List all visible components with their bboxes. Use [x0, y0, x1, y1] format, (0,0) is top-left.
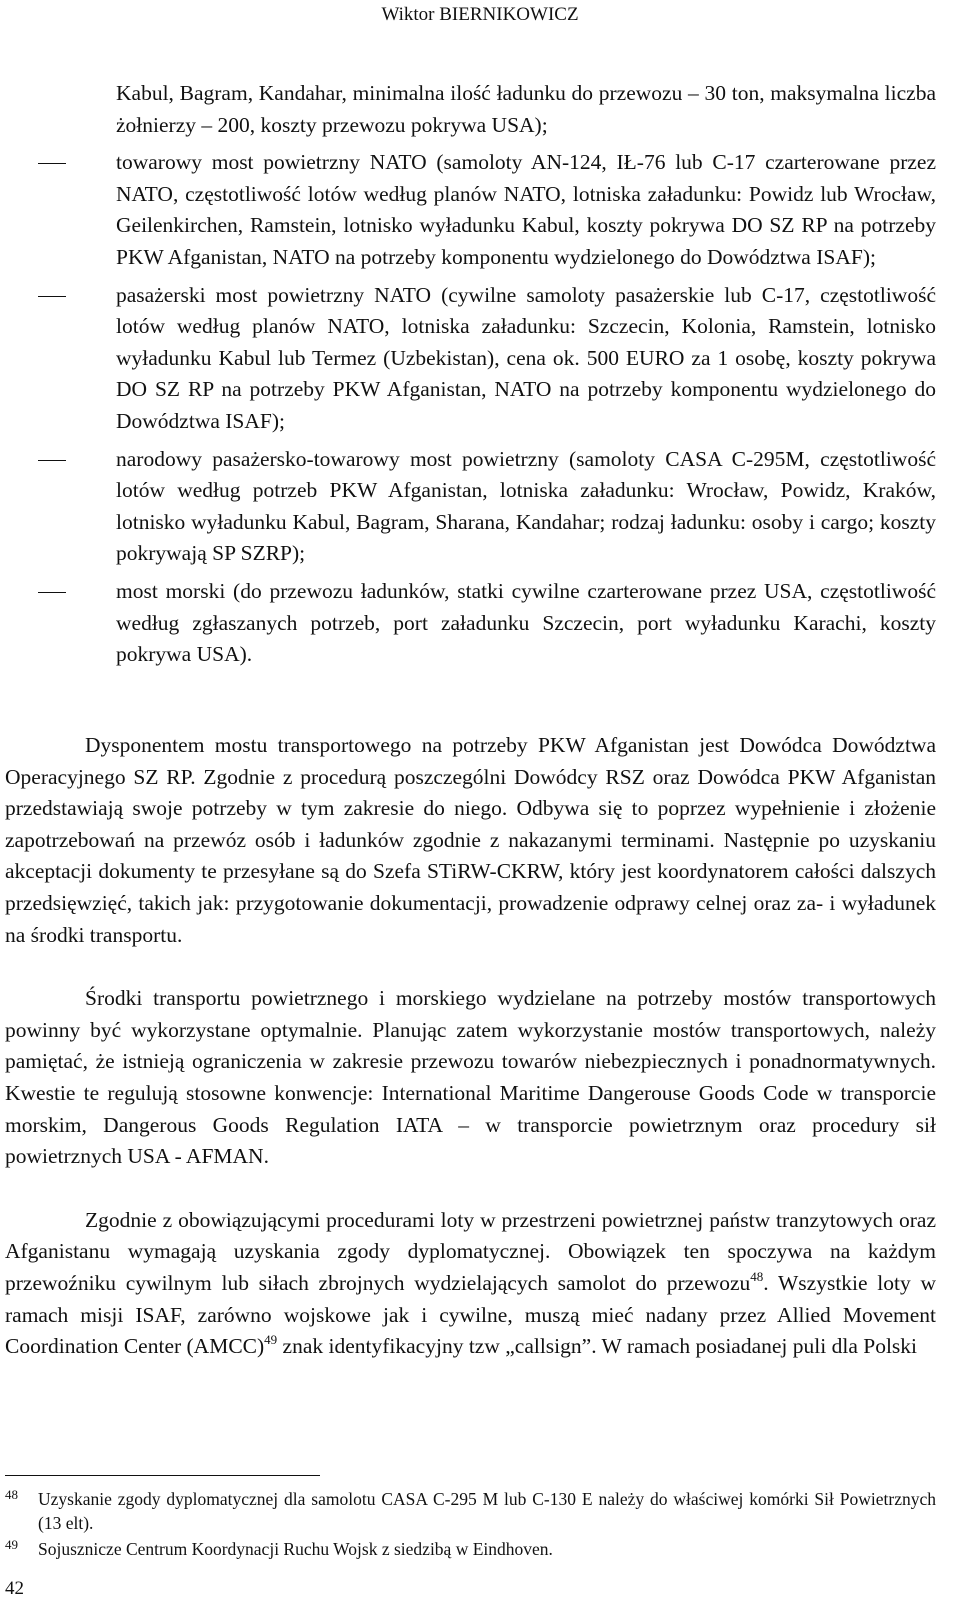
dash-bullet-icon: [38, 460, 66, 461]
list-item: [0, 147, 960, 273]
paragraph-diplomatic-clearance: [5, 1205, 936, 1363]
footnote-number: 48: [5, 1487, 18, 1502]
list-item: [0, 576, 960, 671]
footnote-divider: [5, 1475, 320, 1476]
footnotes: [0, 1487, 960, 1563]
body-text: [0, 730, 960, 1395]
footnote-ref[interactable]: 49: [264, 1332, 278, 1348]
paragraph-transport-dispatcher: Dysponentem mostu transportowego na potrzeby PKW Afganistan jest Dowódca Dowództwa Operacyjnego SZ RP. Zgodnie z procedurą poszczególni Dowódcy RSZ oraz Dowódca PKW Afganistan przedstawiają swoje potrzeby w tym zakresie do niego. Odbywa się to poprzez wypełnienie i złożenie zapotrzebowań na przewóz osób i ładunków zgodnie z nakazanymi terminami. Następnie po uzyskaniu akceptacji dokumenty te przesyłane są do Szefa STiRW-CKRW, który jest koordynatorem całości dalszych przedsięwzięć, takich jak: przygotowanie dokumentacji, prowadzenie odprawy celnej oraz za- i wyładunek na środki transportu.: [5, 733, 936, 947]
list-item-text: towarowy most powietrzny NATO (samoloty AN-124, IŁ-76 lub C-17 czarterowane przez NATO, częstotliwość lotów według planów NATO, lotniska załadunku: Powidz lub Wrocław, Geilenkirchen, Ramstein, lotnisko wyładunku Kabul, koszty pokrywa DO SZ RP na potrzeby PKW Afganistan, NATO na potrzeby komponentu wydzielonego do Dowództwa ISAF);: [116, 150, 936, 269]
dash-bullet-icon: [38, 163, 66, 164]
dash-bullet-icon: [38, 296, 66, 297]
footnote: [0, 1487, 960, 1535]
list-item-text: narodowy pasażersko-towarowy most powietrzny (samoloty CASA C-295M, częstotliwość lotów według potrzeb PKW Afganistan, lotniska załadunku: Wrocław, Powidz, Kraków, lotnisko wyładunku Kabul, Bagram, Sharana, Kandahar; rodzaj ładunku: osoby i cargo; koszty pokrywają SP SZRP);: [116, 446, 936, 566]
footnote-number: 49: [5, 1537, 18, 1552]
list-item-text: Kabul, Bagram, Kandahar, minimalna ilość ładunku do przewozu – 30 ton, maksymalna liczba żołnierzy – 200, koszty przewozu pokrywa USA);: [116, 81, 936, 137]
paragraph-text: Zgodnie z obowiązującymi procedurami loty w przestrzeni powietrznej państw tranzytowych oraz Afganistanu wymagają uzyskania zgody dyplomatycznej. Obowiązek ten spoczywa na każdym przewoźniku cywilnym lub siłach zbrojnych wydzielających samolot do przewozu: [5, 1207, 936, 1295]
list-item-continuation: [0, 78, 960, 141]
list-item: [0, 444, 960, 570]
dash-bullet-icon: [38, 592, 66, 593]
paragraph-text: znak identyfikacyjny tzw „callsign”. W ramach posiadanej puli dla Polski: [277, 1334, 918, 1359]
running-header: Wiktor BIERNIKOWICZ: [381, 4, 579, 25]
bullet-list: [0, 78, 960, 677]
list-item-text: most morski (do przewozu ładunków, statki cywilne czarterowane przez USA, częstotliwość według zgłaszanych potrzeb, port załadunku Szczecin, port wyładunku Karachi, koszty pokrywa USA).: [116, 578, 936, 667]
page-number: 42: [5, 1578, 24, 1599]
footnote: [0, 1537, 960, 1561]
list-item-text: pasażerski most powietrzny NATO (cywilne samoloty pasażerskie lub C-17, częstotliwość lotów według planów NATO, lotniska załadunku: Szczecin, Kolonia, Ramstein, lotnisko wyładunku Kabul lub Termez (Uzbekistan), cena ok. 500 EURO za 1 osobę, koszty pokrywa DO SZ RP na potrzeby PKW Afganistan, NATO na potrzeby komponentu wydzielonego do Dowództwa ISAF);: [116, 282, 936, 433]
paragraph-dangerous-goods: Środki transportu powietrznego i morskiego wydzielane na potrzeby mostów transportowych powinny być wykorzystane optymalnie. Planując zatem wykorzystanie mostów transportowych, należy pamiętać, że istnieją ograniczenia w zakresie przewozu towarów niebezpiecznych i ponadnormatywnych. Kwestie te regulują stosowne konwencje: International Maritime Dangerouse Goods Code w transporcie morskim, Dangerous Goods Regulation IATA – w transporcie powietrznym oraz procedury sił powietrznych USA - AFMAN.: [5, 986, 936, 1169]
footnote-ref[interactable]: 48: [750, 1268, 764, 1284]
footnote-text: Sojusznicze Centrum Koordynacji Ruchu Wojsk z siedzibą w Eindhoven.: [38, 1539, 553, 1559]
list-item: [0, 280, 960, 438]
paragraph-text: . Wszystkie loty w ramach misji ISAF, zarówno wojskowe jak i cywilne, muszą mieć nadany przez Allied Movement Coordination Center (AMCC): [5, 1270, 936, 1359]
footnote-text: Uzyskanie zgody dyplomatycznej dla samolotu CASA C-295 M lub C-130 E należy do właściwej komórki Sił Powietrznych (13 elt).: [38, 1489, 936, 1533]
